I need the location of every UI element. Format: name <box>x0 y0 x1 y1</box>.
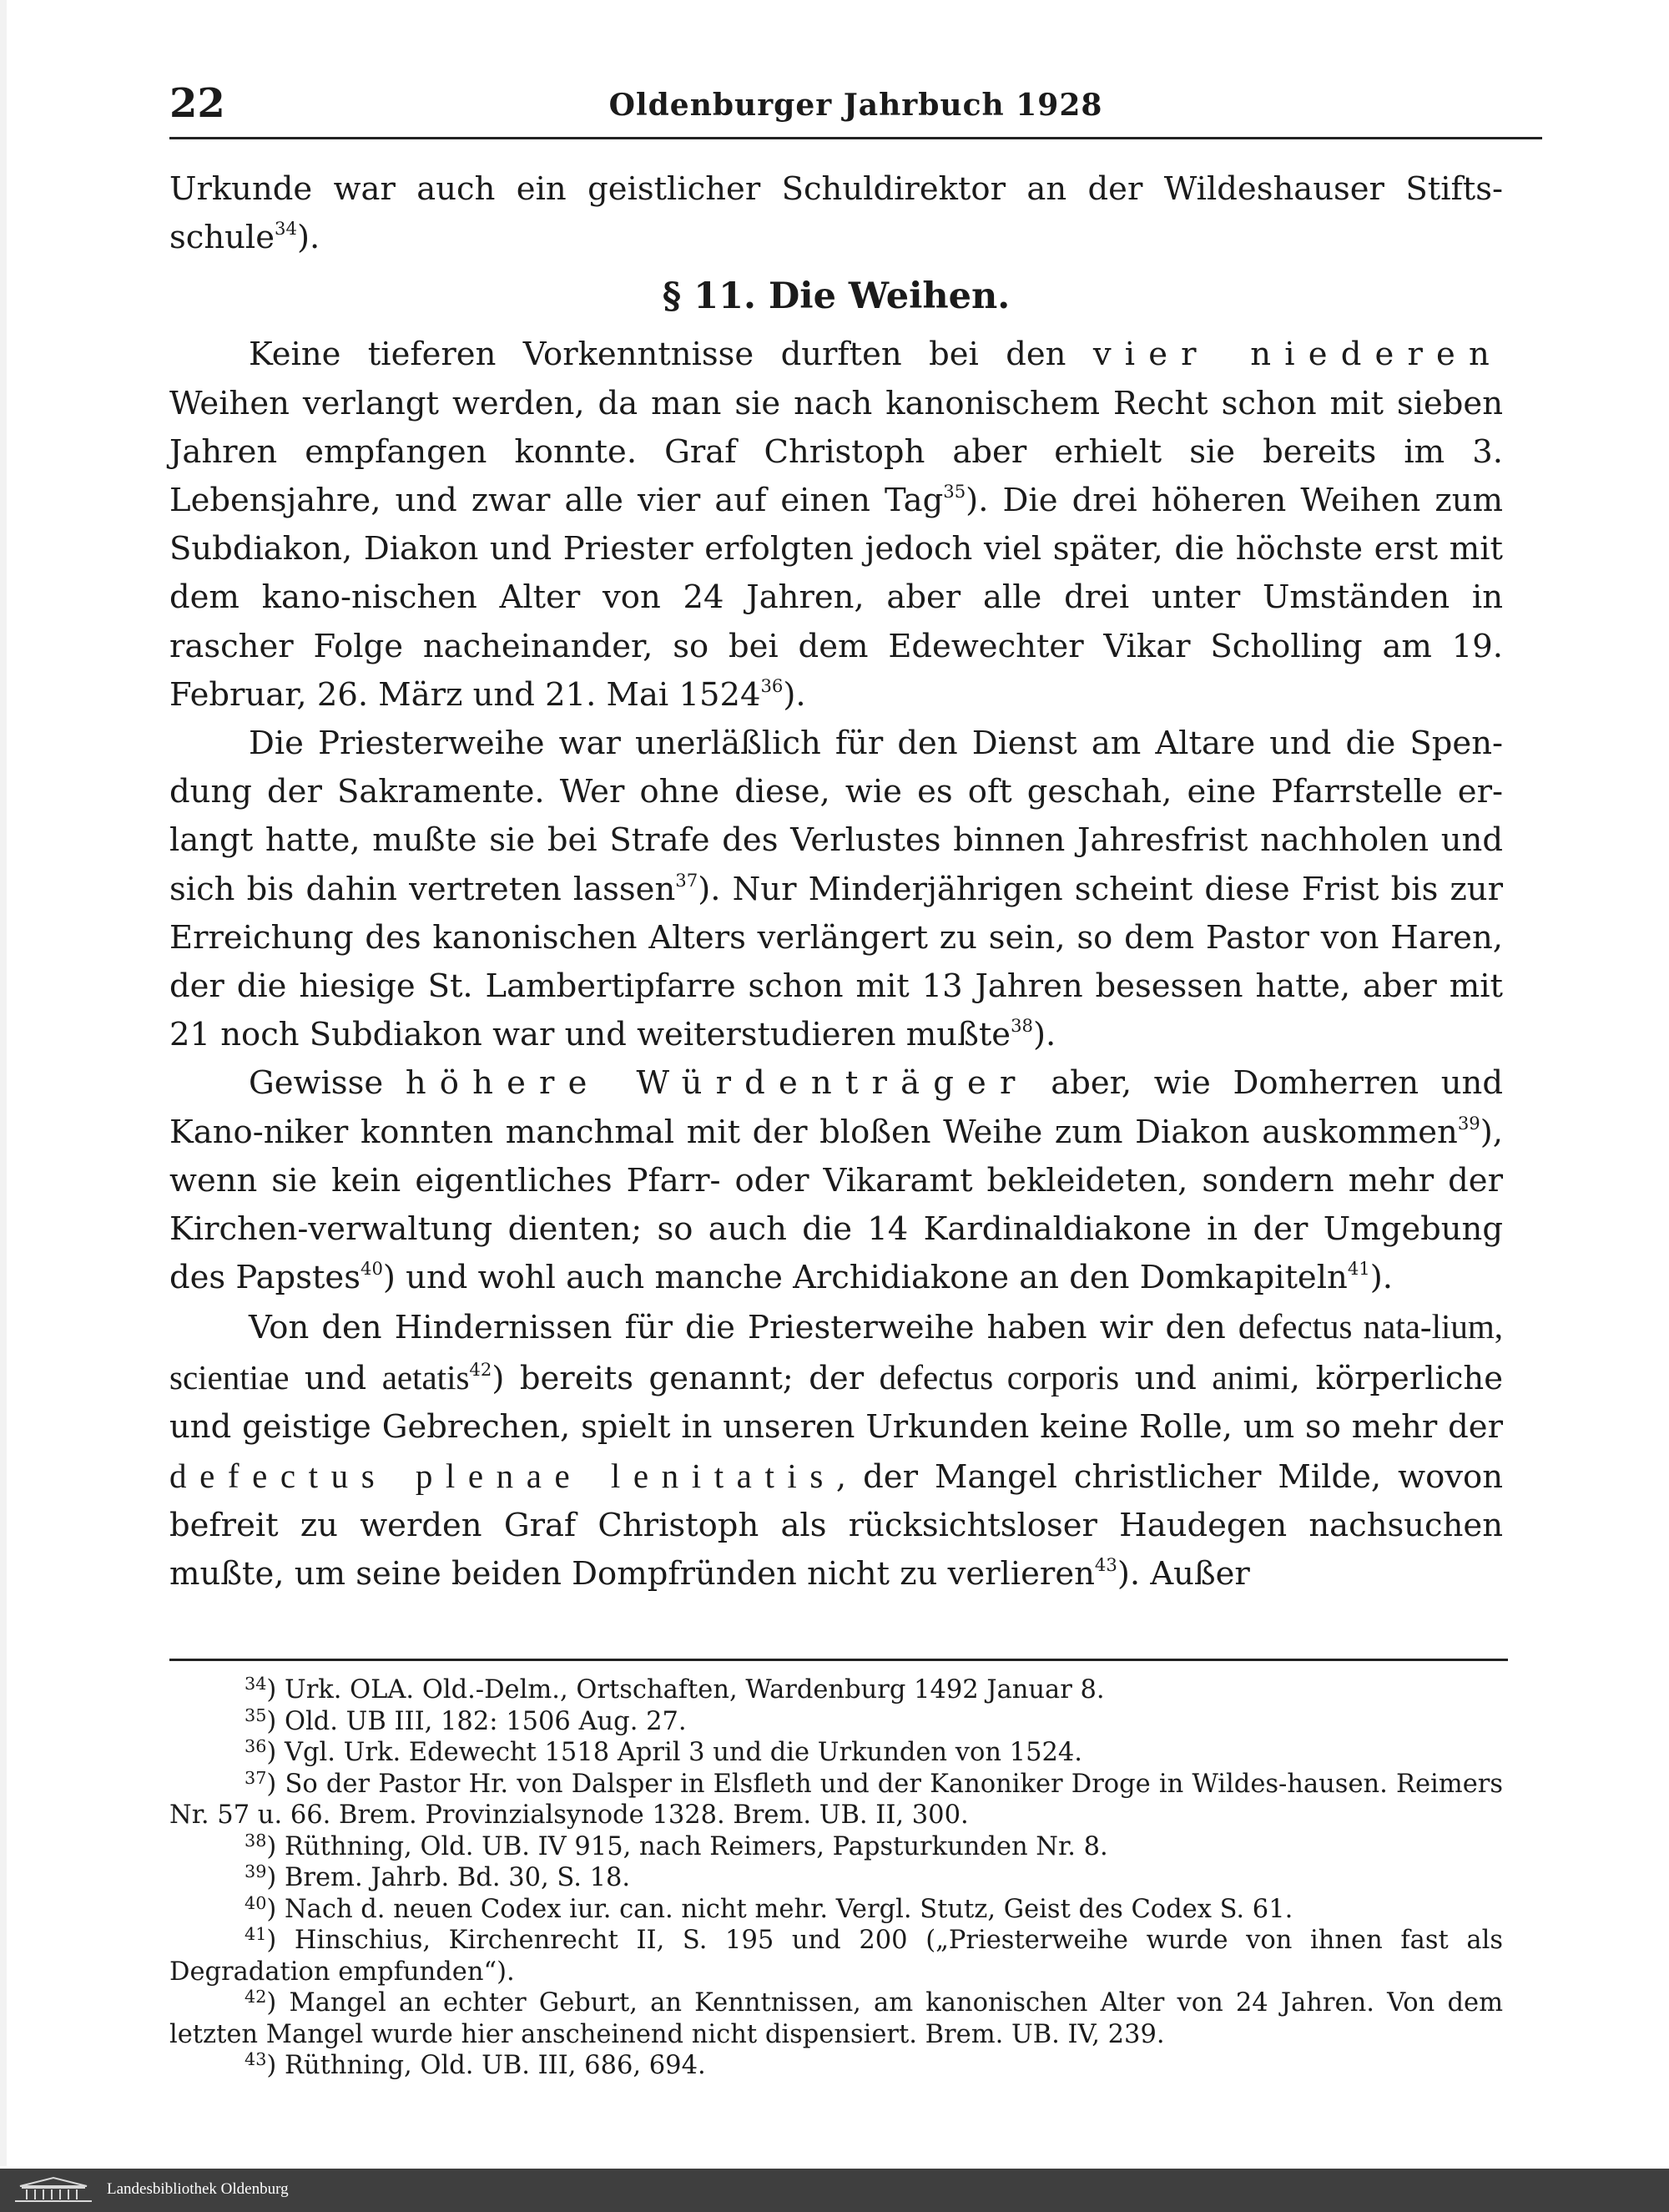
paragraph-dignitaries <box>169 1059 1503 1302</box>
running-head <box>169 77 1542 139</box>
footnote-ref-42[interactable]: 42 <box>469 1358 492 1380</box>
footnote-text: ) Rüthning, Old. UB. IV 915, nach Reimers, Papsturkunden Nr. 8. <box>266 1831 1108 1861</box>
continuation-end: ). <box>296 219 320 257</box>
latin-phrase-animi: animi <box>1212 1357 1290 1396</box>
paragraph-4-text-g: ). Außer <box>1117 1555 1250 1593</box>
footnote-text: ) Urk. OLA. Old.-Delm., Ortschaften, Wardenburg 1492 Januar 8. <box>266 1675 1105 1704</box>
footnote-ref-40[interactable]: 40 <box>360 1258 383 1280</box>
footnote-ref-34[interactable]: 34 <box>275 218 297 240</box>
footnote-text: ) Brem. Jahrb. Bd. 30, S. 18. <box>266 1863 631 1892</box>
footnote-number: 40 <box>245 1892 267 1913</box>
paragraph-2-text-a: Die Priesterweihe war unerläßlich für den Dienst am Altare und die Spen-dung der Sakramente. Wer ohne diese, wie es oft geschah, eine Pfarrstelle er-langt hatte, mußte sie bei Strafe des Verlustes binnen Jahresfrist nachholen und sich bis dahin vertreten lassen <box>169 725 1503 908</box>
footnote-34 <box>169 1674 1503 1706</box>
latin-phrase-lenitatis: defectus plenae lenitatis <box>169 1457 836 1496</box>
footnote-number: 37 <box>245 1767 267 1788</box>
footnote-41 <box>169 1925 1503 1987</box>
paragraph-3-text-a: Gewisse <box>249 1064 406 1103</box>
footnote-number: 34 <box>245 1674 267 1694</box>
footnote-number: 41 <box>245 1924 267 1945</box>
paragraph-4-text-d: und <box>1119 1359 1213 1397</box>
footnote-text: ) Nach d. neuen Codex iur. can. nicht mehr. Vergl. Stutz, Geist des Codex S. 61. <box>266 1894 1293 1924</box>
footnote-39 <box>169 1862 1503 1894</box>
paragraph-4-text-c: ) bereits genannt; der <box>492 1359 880 1397</box>
footnote-35 <box>169 1706 1503 1738</box>
footnote-36 <box>169 1737 1503 1769</box>
paragraph-4-text-e: , körperliche und geistige Gebrechen, spielt in unseren Urkunden keine Rolle, um so mehr der <box>169 1359 1503 1446</box>
paragraph-4-text-a: Von den Hindernissen für die Priesterweihe haben wir den <box>249 1309 1238 1347</box>
paragraph-1-spaced-text: vier niederen <box>1092 336 1503 374</box>
footnote-ref-39[interactable]: 39 <box>1457 1112 1480 1134</box>
footnote-37 <box>169 1769 1503 1831</box>
library-building-icon <box>7 2174 100 2207</box>
footnote-ref-38[interactable]: 38 <box>1011 1015 1033 1037</box>
paragraph-1-text-c: ). Die drei höheren Weihen zum Subdiakon, Diakon und Priester erfolgten jedoch viel später, die höchste erst mit dem kano-nischen Alter von 24 Jahren, aber alle drei unter Umständen in rascher Folge nacheinander, so bei dem Edewechter Vikar Scholling am 19. Februar, 26. März und 21. Mai 1524 <box>169 482 1503 714</box>
footnotes <box>169 1674 1503 2082</box>
library-footer <box>0 2169 1669 2212</box>
footnote-text: ) Mangel an echter Geburt, an Kenntnissen, am kanonischen Alter von 24 Jahren. Von dem letzten Mangel wurde hier anscheinend nicht dispensiert. Brem. UB. IV, 239. <box>169 1988 1503 2049</box>
latin-phrase-aetatis: aetatis <box>381 1357 470 1396</box>
continuation-paragraph <box>169 165 1503 262</box>
footnote-number: 38 <box>245 1830 267 1851</box>
footnote-38 <box>169 1831 1503 1863</box>
footnote-43 <box>169 2050 1503 2082</box>
paragraph-3-spaced-text: höhere Würdenträger <box>405 1064 1029 1103</box>
paragraph-1-text-d: ). <box>783 675 806 714</box>
paragraph-2-text-c: ). <box>1033 1016 1056 1054</box>
latin-phrase-corporis: defectus corporis <box>879 1357 1120 1396</box>
paragraph-4-text-f: , der Mangel christlicher Milde, wovon befreit zu werden Graf Christoph als rücksichtsloser Haudegen nachsuchen mußte, um seine beiden Dompfründen nicht zu verlieren <box>169 1458 1503 1593</box>
footnote-text: ) Old. UB III, 182: 1506 Aug. 27. <box>266 1706 687 1736</box>
footnote-40 <box>169 1894 1503 1926</box>
paragraph-4-text-b: und <box>289 1359 382 1397</box>
footnote-number: 36 <box>245 1736 267 1757</box>
footnote-number: 42 <box>245 1987 267 2007</box>
latin-phrase-natalium: defectus nata-lium, scientiae <box>169 1307 1503 1396</box>
paragraph-2-text-b: ). Nur Minderjährigen scheint diese Frist bis zur Erreichung des kanonischen Alters verlängert zu sein, so dem Pastor von Haren, der die hiesige St. Lambertipfarre schon mit 13 Jahren besessen hatte, aber mit 21 noch Subdiakon war und weiterstudieren mußte <box>169 870 1503 1054</box>
running-title: Oldenburger Jahrbuch 1928 <box>608 88 1103 123</box>
continuation-text: Urkunde war auch ein geistlicher Schuldirektor an der Wildeshauser Stifts-schule <box>169 170 1503 257</box>
footnote-number: 35 <box>245 1704 267 1725</box>
paragraph-3-text-d: ) und wohl auch manche Archidiakone an den Domkapiteln <box>382 1259 1348 1297</box>
footnote-ref-37[interactable]: 37 <box>675 869 698 891</box>
paragraph-3-text-c: ), wenn sie kein eigentliches Pfarr- oder Vikaramt bekleideten, sondern mehr der Kirchen-verwaltung dienten; so auch die 14 Kardinaldiakone in der Umgebung des Papstes <box>169 1113 1503 1297</box>
paragraph-1-text-b: Weihen verlangt werden, da man sie nach kanonischem Recht schon mit sieben Jahren empfangen konnte. Graf Christoph aber erhielt sie bereits im 3. Lebensjahre, und zwar alle vier auf einen Tag <box>169 384 1503 520</box>
footnote-text: ) Rüthning, Old. UB. III, 686, 694. <box>266 2051 706 2080</box>
footnote-ref-43[interactable]: 43 <box>1094 1554 1117 1576</box>
footnote-number: 43 <box>245 2049 267 2070</box>
footnote-divider <box>169 1659 1508 1661</box>
page-number: 22 <box>169 80 225 127</box>
section-heading: § 11. Die Weihen. <box>662 275 1011 318</box>
footnote-text: ) So der Pastor Hr. von Dalsper in Elsfleth und der Kanoniker Droge in Wildes-hausen. Reimers Nr. 57 u. 66. Brem. Provinzialsynode 1328. Brem. UB. II, 300. <box>169 1769 1503 1830</box>
main-text <box>169 165 1503 1599</box>
paragraph-priestly-ordination <box>169 720 1503 1059</box>
footnote-ref-36[interactable]: 36 <box>760 674 784 696</box>
footnote-text: ) Vgl. Urk. Edewecht 1518 April 3 und die Urkunden von 1524. <box>266 1738 1082 1767</box>
footnote-number: 39 <box>245 1861 267 1882</box>
scan-edge <box>0 0 7 2166</box>
paragraph-3-text-e: ). <box>1369 1259 1394 1297</box>
paragraph-minor-orders <box>169 331 1503 720</box>
footnote-42 <box>169 1987 1503 2050</box>
footnote-ref-41[interactable]: 41 <box>1347 1258 1370 1280</box>
paragraph-3-text-b: aber, wie Domherren und Kano-niker konnten manchmal mit der bloßen Weihe zum Diakon auskommen <box>169 1064 1503 1151</box>
library-name: Landesbibliothek Oldenburg <box>107 2180 289 2198</box>
footnote-text: ) Hinschius, Kirchenrecht II, S. 195 und 200 („Priesterweihe wurde von ihnen fast als Degradation empfunden“). <box>169 1926 1503 1987</box>
paragraph-1-text-a: Keine tieferen Vorkenntnisse durften bei den <box>249 336 1093 374</box>
footnote-ref-35[interactable]: 35 <box>943 481 966 502</box>
paragraph-impediments <box>169 1302 1503 1598</box>
